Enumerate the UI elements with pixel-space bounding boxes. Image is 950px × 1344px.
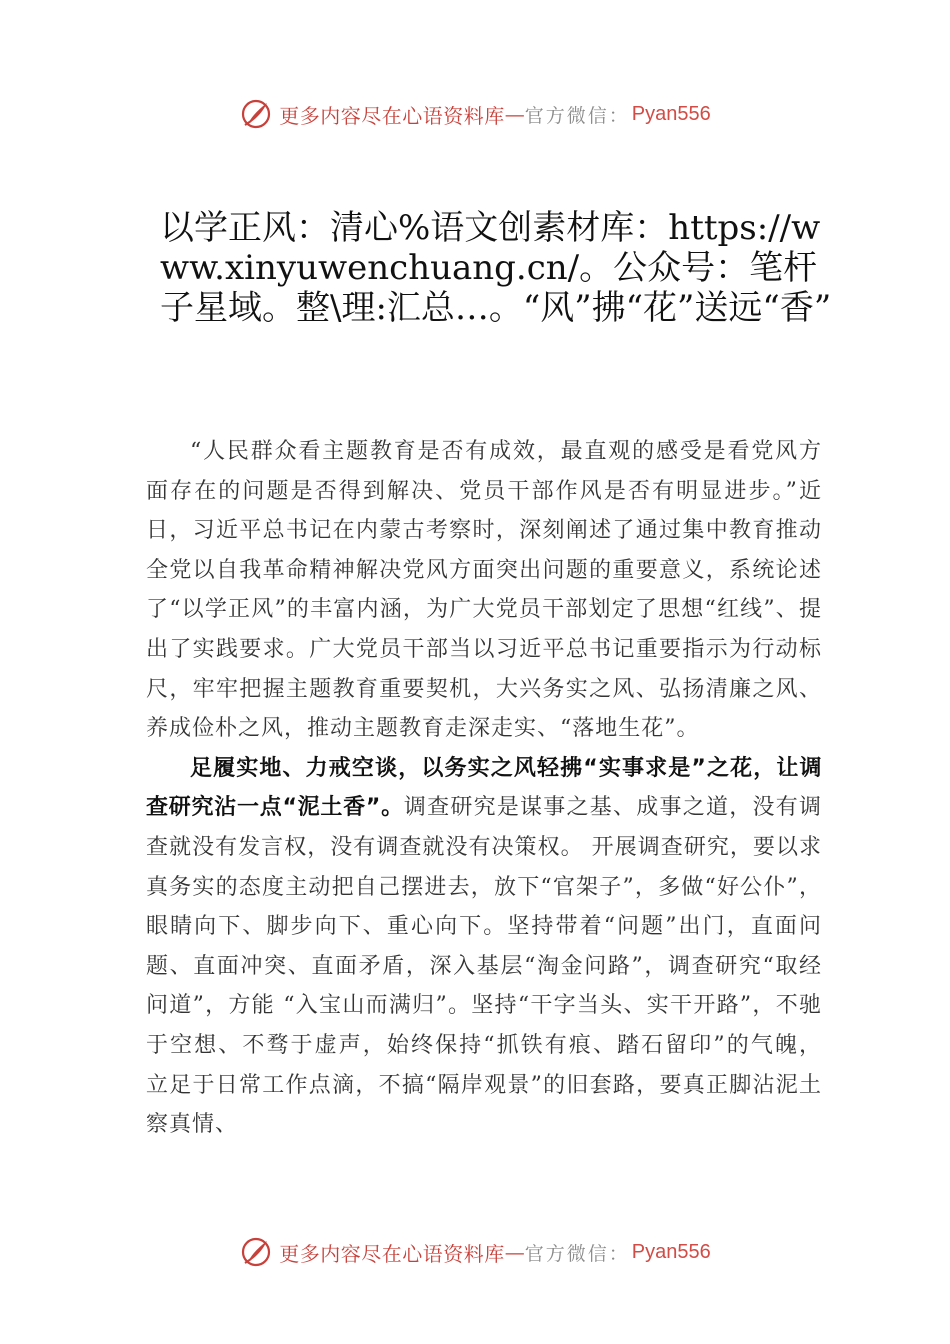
paragraph-2-body: 调查研究是谋事之基、成事之道，没有调查就没有发言权，没有调查就没有决策权。 开展调查研究，要以求真务实的态度主动把自己摆进去，放下“官架子”，多做“好公仆”，眼睛向下、脚步向下、重心向下。坚持带着“问题”出门，直面问题、直面冲突、直面矛盾，深入基层“淘金问路”，调查研究“取经问道”，方能 “入宝山而满归”。坚持“干字当头、实干开路”，不驰于空想、不骛于虚声，始终保持“抓铁有痕、踏石留印”的气魄， 立足于日常工作点滴，不搞“隔岸观景”的旧套路，要真正脚沾泥土察真情、 xyxy=(146,795,822,1138)
document-body xyxy=(146,432,822,1145)
paragraph-2-lead: 足履实地、力戒空谈，以务实之风轻拂“实事求是”之花，让调查研究沾一点“泥土香”。 xyxy=(146,755,822,821)
wechat-label: 官方微信 xyxy=(524,1242,609,1265)
quill-logo-icon xyxy=(239,1235,273,1269)
banner-separator: — xyxy=(504,102,525,126)
wechat-id: Pyan556 xyxy=(631,102,711,125)
banner-separator: — xyxy=(504,1240,525,1264)
banner-colon: ： xyxy=(608,1242,628,1265)
promo-text: 更多内容尽在心语资料库 xyxy=(279,103,505,128)
promo-text: 更多内容尽在心语资料库 xyxy=(279,1241,505,1266)
banner-colon: ： xyxy=(608,104,628,127)
document-title: 以学正风：清心%语文创素材库：https://www.xinyuwenchuang.cn/。公众号：笔杆子星域。整\理:汇总…。“风”拂“花”送远“香” xyxy=(160,208,832,328)
wechat-label: 官方微信 xyxy=(524,104,609,127)
wechat-id: Pyan556 xyxy=(631,1240,711,1263)
footer-banner xyxy=(0,1232,950,1272)
paragraph-2 xyxy=(146,749,822,1145)
header-banner xyxy=(0,94,950,134)
paragraph-1: “人民群众看主题教育是否有成效，最直观的感受是看党风方面存在的问题是否得到解决、党员干部作风是否有明显进步。”近日，习近平总书记在内蒙古考察时，深刻阐述了通过集中教育推动全党以自我革命精神解决党风方面突出问题的重要意义，系统论述了“以学正风”的丰富内涵，为广大党员干部划定了思想“红线”、提出了实践要求。广大党员干部当以习近平总书记重要指示为行动标尺，牢牢把握主题教育重要契机，大兴务实之风、弘扬清廉之风、养成俭朴之风，推动主题教育走深走实、“落地生花”。 xyxy=(146,439,822,742)
quill-logo-icon xyxy=(239,97,273,131)
